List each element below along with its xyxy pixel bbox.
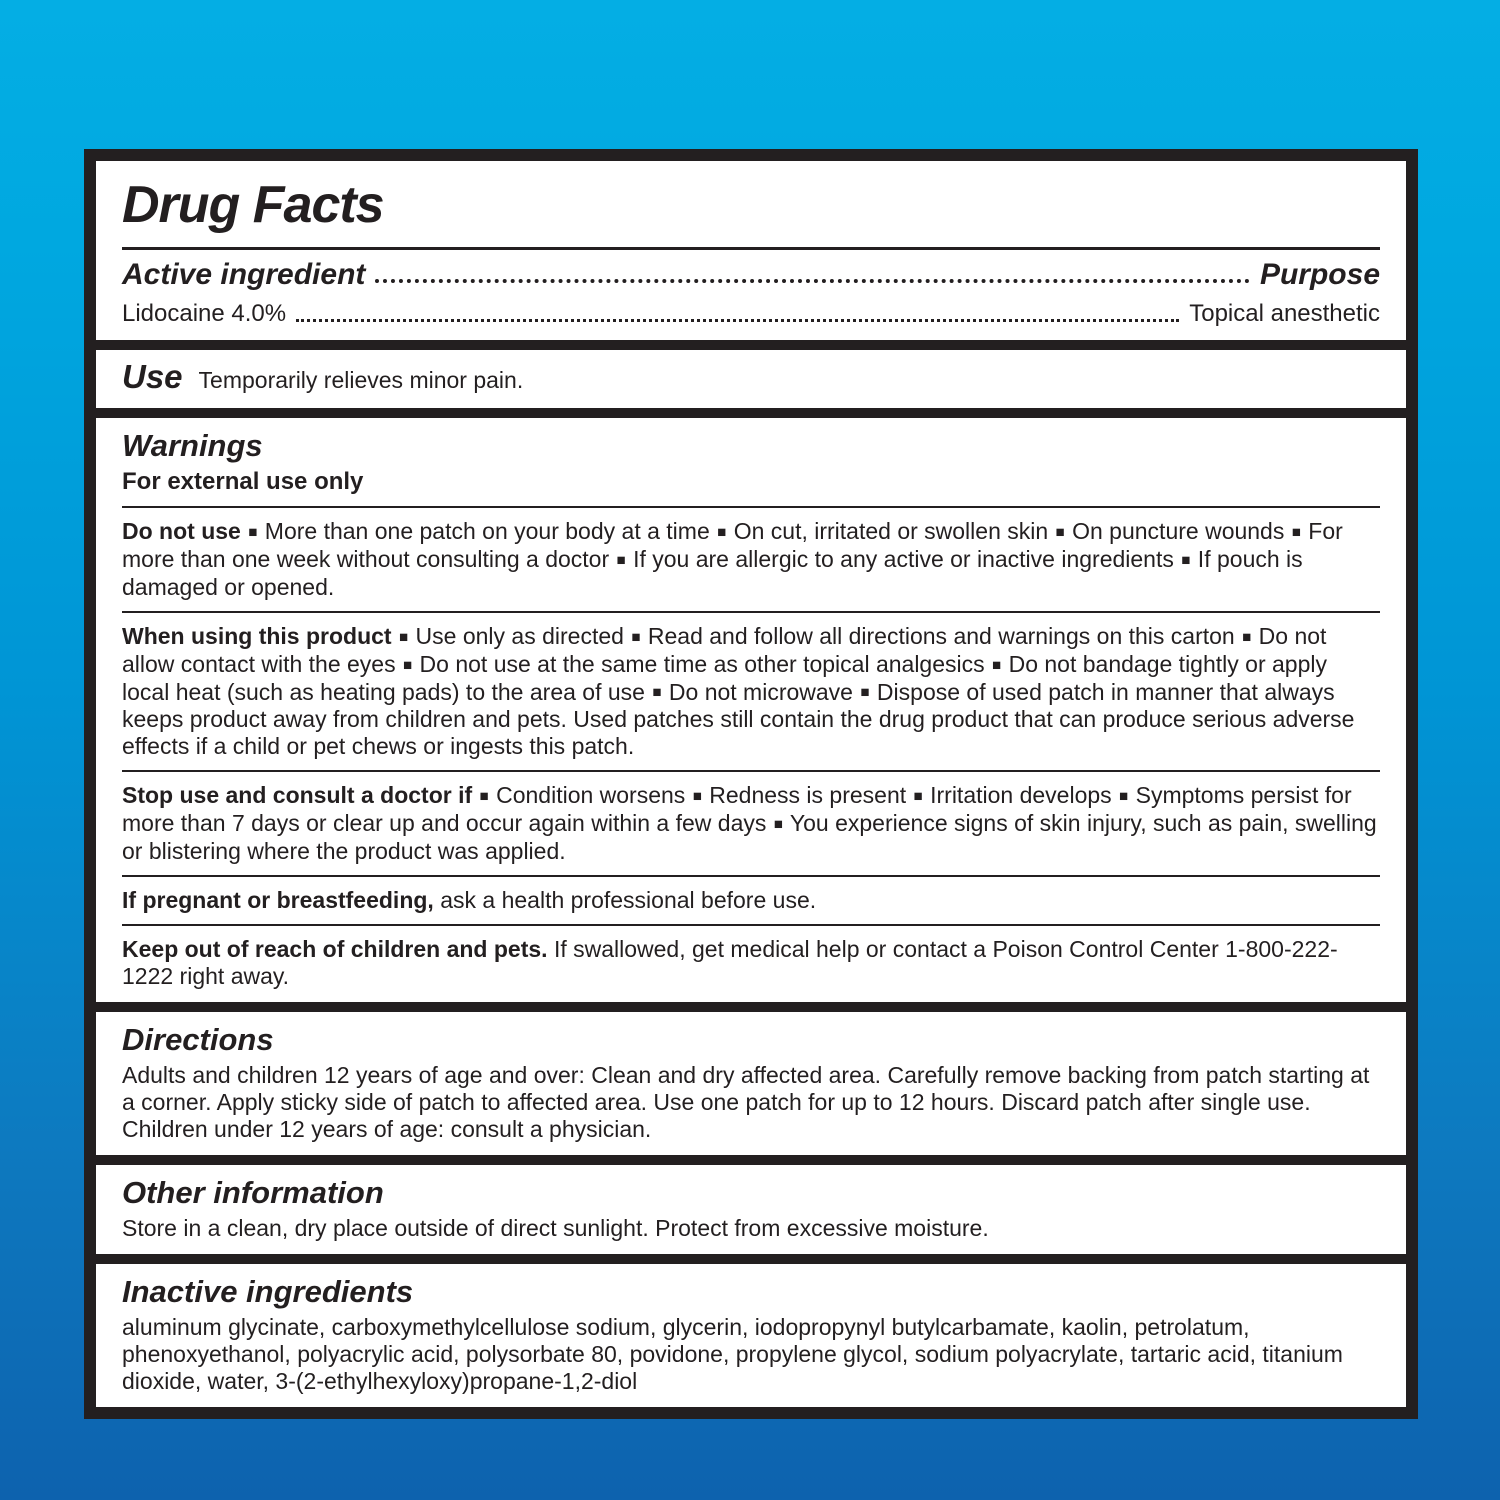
- pregnant-text: ask a health professional before use.: [433, 887, 817, 914]
- keep-out-lead: Keep out of reach of children and pets.: [122, 936, 548, 963]
- keep-out-text: If swallowed, get medical help or contact a Poison Control Center 1-800-222-1222 right away.: [122, 936, 1338, 990]
- use-text: Temporarily relieves minor pain.: [198, 367, 524, 393]
- pregnant-paragraph: [122, 887, 1380, 914]
- dotted-leader: [296, 319, 1179, 322]
- when-using-text: ■ Use only as directed ■ Read and follow all directions and warnings on this carton ■ Do not allow contact with the eyes ■ Do not use at the same time as other topical analgesics ■ Do not bandage tightly or apply local heat (such as heating pads) to the area of use ■ Do not microwave ■ Dispose of used patch in manner that always keeps product away from children and pets. Used patches still contain the drug product that can produce serious adverse effects if a child or pet chews or ingests this patch.: [122, 622, 1355, 760]
- warnings-section: [96, 418, 1406, 1002]
- section-divider: [122, 875, 1380, 877]
- header-section: [96, 161, 1406, 340]
- keep-out-paragraph: [122, 936, 1380, 990]
- do-not-use-lead: Do not use: [122, 518, 241, 544]
- section-divider: [122, 924, 1380, 926]
- other-information-text: Store in a clean, dry place outside of direct sunlight. Protect from excessive moisture.: [122, 1215, 989, 1242]
- ingredient-purpose: Topical anesthetic: [1189, 300, 1380, 327]
- when-using-paragraph: [122, 623, 1380, 761]
- do-not-use-paragraph: [122, 518, 1380, 601]
- stop-use-paragraph: [122, 782, 1380, 865]
- section-divider: [122, 770, 1380, 772]
- dotted-leader: [375, 279, 1250, 283]
- stop-use-text: ■ Condition worsens ■ Redness is present ■ Irritation develops ■ Symptoms persist for more than 7 days or clear up and occur again within a few days ■ You experience signs of skin injury, such as pain, swelling or blistering where the product was applied.: [122, 782, 1377, 865]
- use-row: [122, 358, 1380, 396]
- directions-text: Adults and children 12 years of age and over: Clean and dry affected area. Carefully remove backing from patch starting at a corner. Apply sticky side of patch to affected area. Use one patch for up to 12 hours. Discard patch after single use. Children under 12 years of age: consult a physician.: [122, 1062, 1370, 1143]
- other-information-section: [96, 1165, 1406, 1254]
- warnings-subheading: For external use only: [122, 468, 364, 495]
- inactive-ingredients-section: [96, 1264, 1406, 1407]
- active-ingredient-row: [122, 258, 1380, 292]
- title-divider: [122, 247, 1380, 250]
- warnings-heading: Warnings: [122, 428, 263, 463]
- drug-facts-panel: [84, 149, 1418, 1419]
- drug-facts-title: Drug Facts: [122, 176, 384, 234]
- when-using-lead: When using this product: [122, 622, 392, 649]
- other-information-heading: Other information: [122, 1175, 384, 1211]
- section-divider: [122, 506, 1380, 508]
- active-ingredient-label: Active ingredient: [122, 258, 366, 291]
- do-not-use-text: ■ More than one patch on your body at a time ■ On cut, irritated or swollen skin ■ On puncture wounds ■ For more than one week without consulting a doctor ■ If you are allergic to any active or inactive ingredients ■ If pouch is damaged or opened.: [122, 518, 1343, 600]
- directions-section: [96, 1012, 1406, 1155]
- ingredient-row: [122, 300, 1380, 328]
- inactive-ingredients-text: aluminum glycinate, carboxymethylcellulose sodium, glycerin, iodopropynyl butylcarbamate, kaolin, petrolatum, phenoxyethanol, polyacrylic acid, polysorbate 80, povidone, propylene glycol, sodium polyacrylate, tartaric acid, titanium dioxide, water, 3-(2-ethylhexyloxy)propane-1,2-diol: [122, 1314, 1343, 1395]
- section-divider: [122, 611, 1380, 613]
- use-section: [96, 350, 1406, 408]
- pregnant-lead: If pregnant or breastfeeding,: [122, 887, 434, 914]
- ingredient-name: Lidocaine 4.0%: [122, 300, 287, 327]
- use-heading: Use: [122, 358, 183, 395]
- directions-heading: Directions: [122, 1022, 274, 1058]
- stop-use-lead: Stop use and consult a doctor if: [122, 782, 473, 809]
- purpose-label: Purpose: [1259, 258, 1380, 291]
- inactive-ingredients-heading: Inactive ingredients: [122, 1274, 414, 1310]
